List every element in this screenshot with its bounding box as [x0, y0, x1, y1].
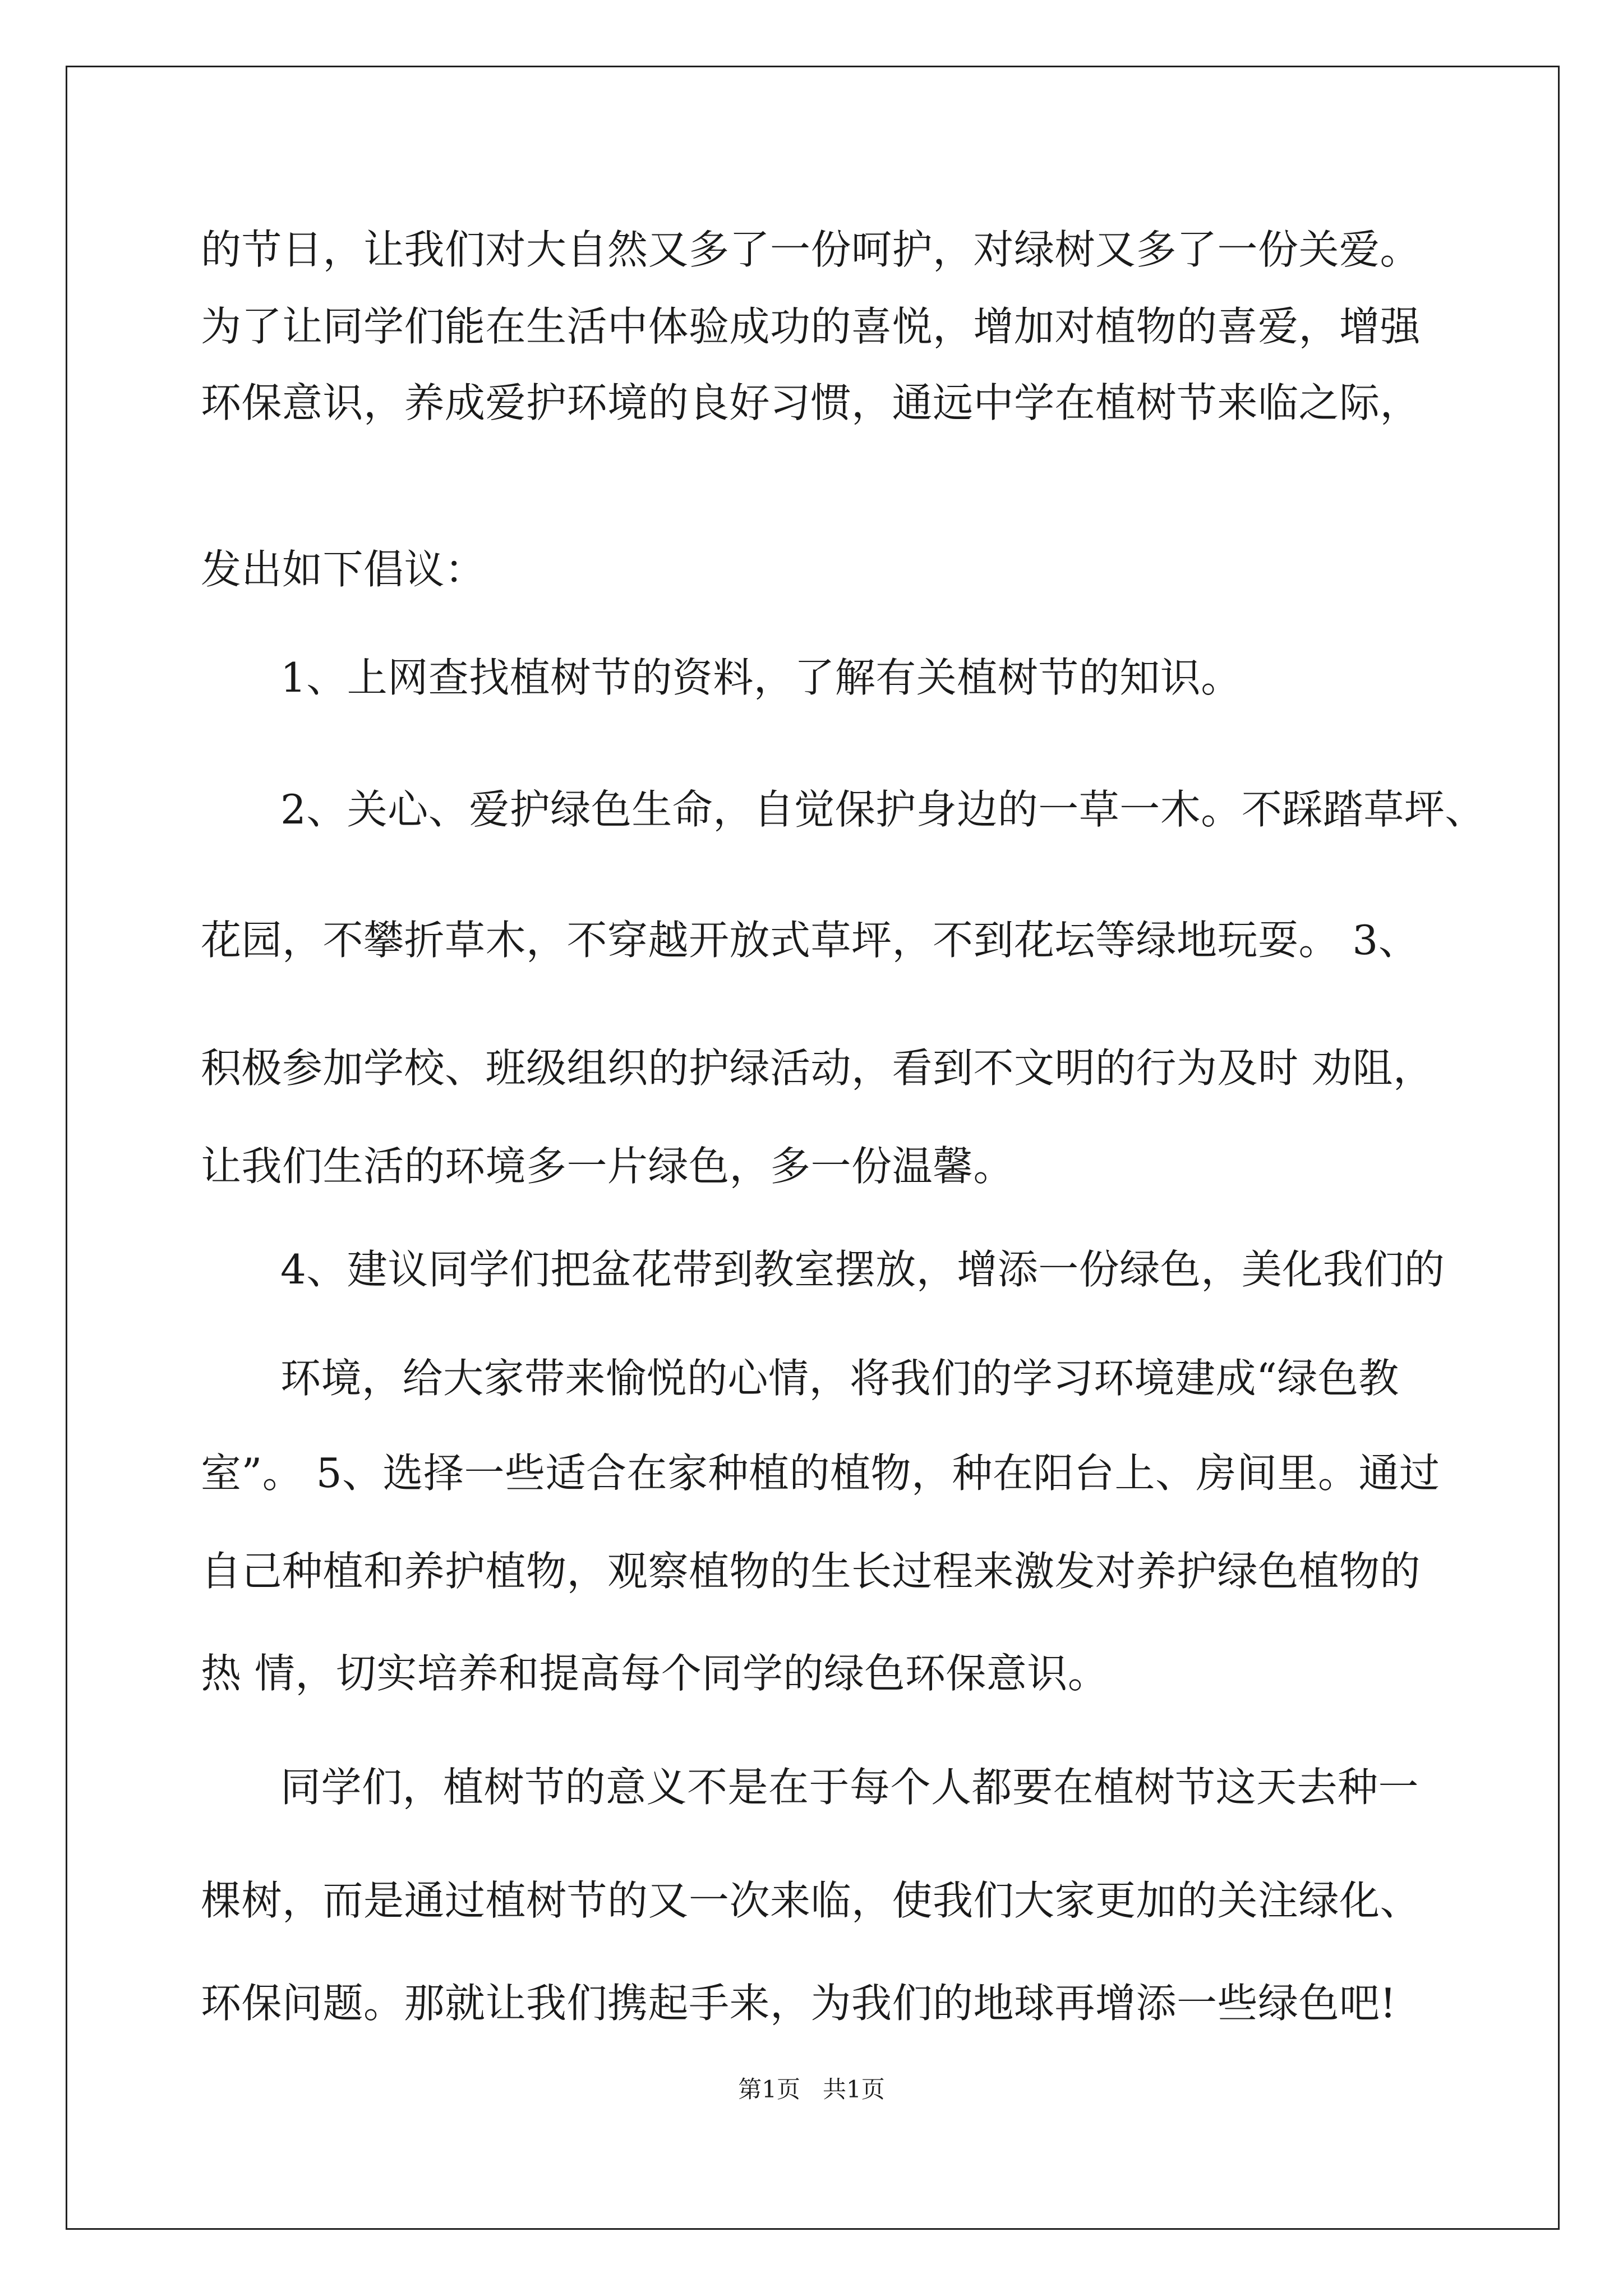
body-line: 的节日，让我们对大自然又多了一份呵护，对绿树又多了一份关爱。 — [201, 226, 1421, 273]
body-line: 自己种植和养护植物，观察植物的生长过程来激发对养护绿色植物的 — [201, 1548, 1421, 1595]
body-line: 4、建议同学们把盆花带到教室摆放，增添一份绿色，美化我们的 — [280, 1246, 1445, 1293]
body-line: 室”。 5、选择一些适合在家种植的植物，种在阳台上、房间里。通过 — [201, 1450, 1440, 1497]
body-line: 花园，不攀折草木，不穿越开放式草坪，不到花坛等绿地玩耍。 3、 — [201, 917, 1419, 964]
body-line: 环保问题。那就让我们携起手来，为我们的地球再增添一些绿色吧! — [201, 1980, 1396, 2027]
body-line: 让我们生活的环境多一片绿色，多一份温馨。 — [201, 1143, 1015, 1190]
body-line: 2、关心、爱护绿色生命，自觉保护身边的一草一木。不踩踏草坪、 — [280, 786, 1486, 833]
body-line: 积极参加学校、班级组织的护绿活动，看到不文明的行为及时 劝阻， — [201, 1045, 1434, 1092]
body-line: 发出如下倡议： — [201, 546, 486, 593]
body-line: 棵树，而是通过植树节的又一次来临，使我们大家更加的关注绿化、 — [201, 1877, 1421, 1924]
body-line: 环境，给大家带来愉悦的心情，将我们的学习环境建成“绿色教 — [280, 1355, 1399, 1402]
page-footer: 第1页 共1页 — [738, 2076, 885, 2103]
body-line: 1、上网查找植树节的资料，了解有关植树节的知识。 — [280, 654, 1242, 701]
body-line: 热 情，切实培养和提高每个同学的绿色环保意识。 — [201, 1650, 1109, 1697]
body-line: 环保意识，养成爱护环境的良好习惯，通远中学在植树节来临之际， — [201, 379, 1421, 426]
body-line: 为了让同学们能在生活中体验成功的喜悦，增加对植物的喜爱，增强 — [201, 303, 1421, 350]
body-line: 同学们，植树节的意义不是在于每个人都要在植树节这天去种一 — [280, 1764, 1419, 1811]
